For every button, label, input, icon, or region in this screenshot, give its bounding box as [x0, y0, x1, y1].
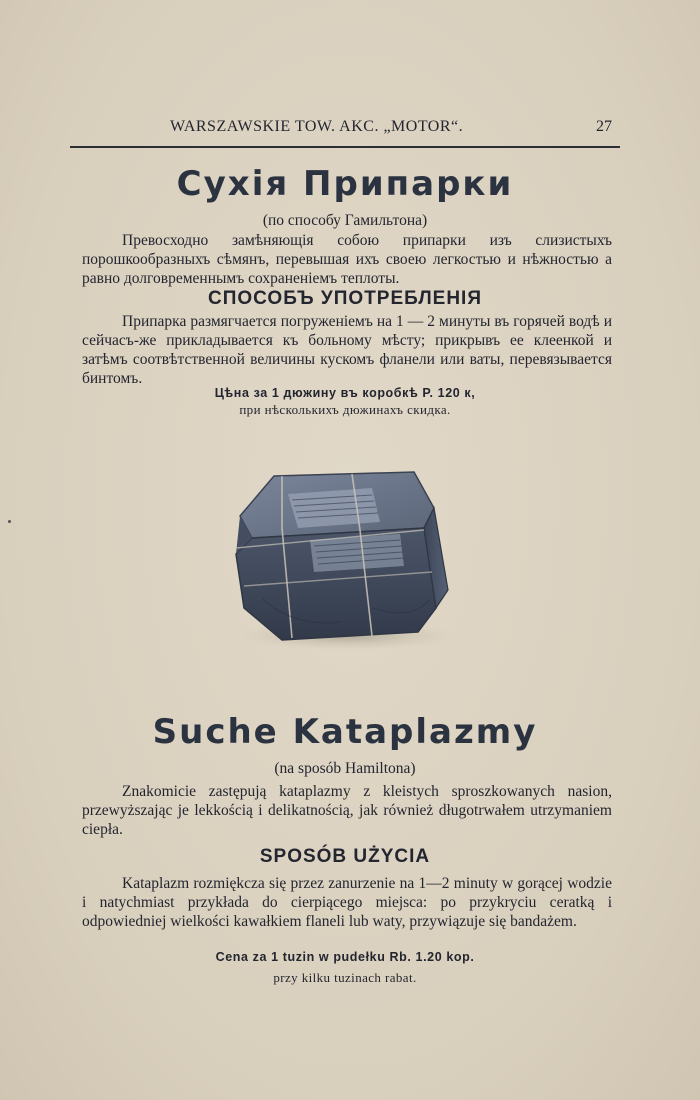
polish-discount-note: przy kilku tuzinach rabat.: [273, 970, 417, 985]
paper-speck: [8, 520, 11, 523]
polish-usage-paragraph: Kataplazm rozmiękcza się przez zanurzenie na 1—2 minuty w gorącej wodzie i natychmiast przykłada do cierpiącego miejsca: po przykryciu ceratką i odpowiedniej wielkości kawałkiem flaneli lub waty, przywiązuje się bandażem.: [82, 875, 612, 930]
russian-intro-paragraph: Превосходно замѣняющія собою припарки изъ слизистыхъ порошкообразныхъ сѣмянъ, перевышая ихъ своею легкостью и нѣжностью а равно долговременнымъ сохраненіемъ теплоты.: [82, 232, 612, 287]
russian-usage-heading: СПОСОБЪ УПОТРЕБЛЕНІЯ: [208, 288, 482, 309]
polish-price: Cena za 1 tuzin w pudełku Rb. 1.20 kop.: [215, 950, 475, 964]
page-number: 27: [596, 118, 612, 135]
russian-discount-note: при нѣсколькихъ дюжинахъ скидка.: [239, 402, 451, 417]
russian-price: Цѣна за 1 дюжину въ коробкѣ Р. 120 к,: [214, 386, 476, 400]
polish-title: Suche Kataplazmy: [152, 712, 538, 752]
poultice-package-illustration: [222, 468, 457, 650]
russian-title: Сухія Припарки: [176, 164, 514, 204]
polish-intro-paragraph: Znakomicie zastępują kataplazmy z kleistych sproszkowanych nasion, przewyższając je lekkością i delikatnością, jak również długotrwałem utrzymaniem ciepła.: [82, 783, 612, 838]
polish-usage-heading: SPOSÓB UŻYCIA: [259, 846, 431, 867]
russian-subtitle: (по способу Гамильтона): [262, 212, 428, 229]
running-header: [70, 118, 620, 148]
russian-usage-paragraph: Припарка размягчается погруженіемъ на 1 — 2 минуты въ горячей водѣ и сейчасъ-же прикладывается къ больному мѣсту; прикрывъ ее клеенкой и затѣмъ соотвѣтственной величины кускомъ фланели или ваты, перевязывается бинтомъ.: [82, 313, 612, 387]
polish-subtitle: (na sposób Hamiltona): [274, 760, 416, 777]
header-title: WARSZAWSKIE TOW. AKC. „MOTOR“.: [170, 118, 464, 135]
